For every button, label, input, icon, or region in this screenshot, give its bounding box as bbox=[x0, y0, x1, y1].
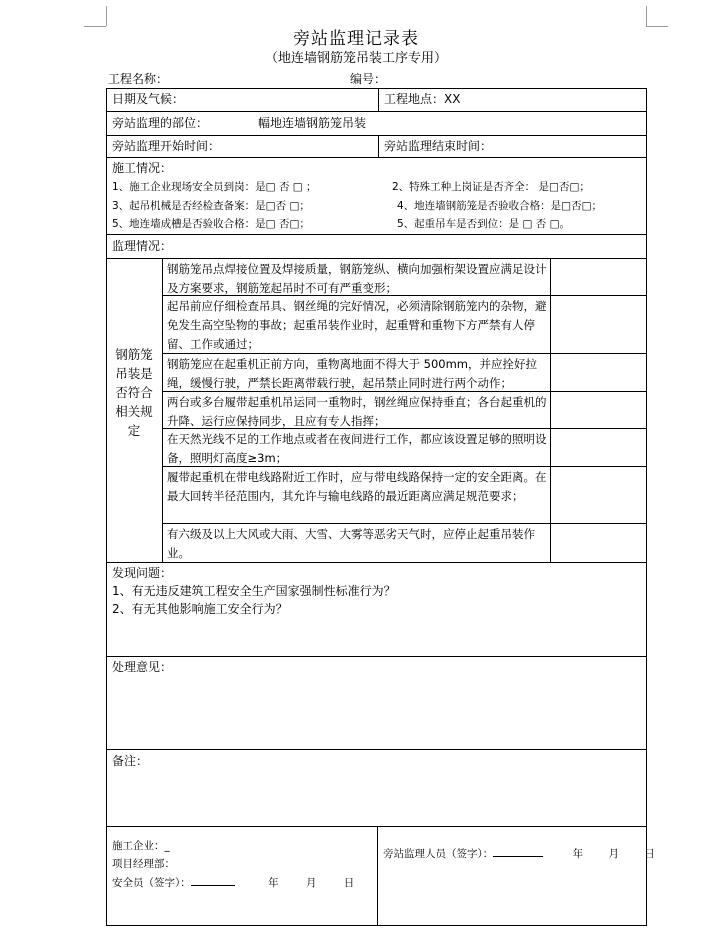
rule-item: 钢筋笼吊点焊接位置及焊接质量，钢筋笼纵、横向加强桁架设置应满足设计及方案要求，钢筋笼起吊时不可有严重变形； bbox=[167, 262, 547, 295]
table-rule bbox=[106, 111, 647, 112]
table-rule bbox=[162, 258, 163, 562]
serial-number-label: 编号： bbox=[350, 72, 387, 86]
table-rule bbox=[377, 826, 378, 926]
project-name-label: 工程名称： bbox=[108, 72, 169, 86]
crop-mark-top-right-h bbox=[646, 26, 668, 27]
supervised-part-label: 旁站监理的部位： bbox=[112, 116, 209, 130]
construction-item: 3、起吊机械是否经检查备案：是□否 □； bbox=[112, 200, 310, 212]
document-subtitle: （地连墙钢筋笼吊装工序专用） bbox=[264, 51, 447, 66]
rule-item: 有六级及以上大风或大雨、大雪、大雾等恶劣天气时，应停止起重吊装作业。 bbox=[167, 527, 535, 560]
compliance-side-label: 钢筋笼吊装是否符合相关规定 bbox=[115, 347, 153, 438]
construction-item: 5、地连墙成槽是否验收合格：是□ 否□； bbox=[112, 218, 310, 230]
problem-item: 1、有无违反建筑工程安全生产国家强制性标准行为？ bbox=[112, 584, 396, 598]
table-rule bbox=[550, 258, 551, 562]
construction-item: 2、特殊工种上岗证是否齐全： 是□否□； bbox=[392, 181, 590, 193]
supervisor-label: 旁站监理人员（签字）： bbox=[383, 848, 494, 860]
table-rule bbox=[106, 234, 647, 235]
table-rule bbox=[106, 258, 647, 259]
safety-officer-signature bbox=[112, 875, 354, 891]
rule-item: 在天然光线不足的工作地点或者在夜间进行工作，都应该设置足够的照明设备，照明灯高度≥3m； bbox=[167, 432, 547, 465]
table-rule bbox=[106, 749, 647, 750]
table-rule bbox=[106, 157, 647, 158]
end-time-label: 旁站监理结束时间： bbox=[384, 139, 493, 153]
start-time-label: 旁站监理开始时间： bbox=[112, 139, 221, 153]
table-rule bbox=[378, 88, 379, 111]
construction-item: 1、施工企业现场安全员到岗：是□ 否 □ ； bbox=[112, 181, 317, 193]
table-rule bbox=[378, 135, 379, 157]
day-label: 日 bbox=[644, 848, 655, 860]
company-label bbox=[112, 838, 170, 854]
safety-officer-label: 安全员（签字）： bbox=[112, 877, 191, 889]
rule-item: 两台或多台履带起重机吊运同一重物时，钢丝绳应保持垂直；各台起重机的升降、运行应保持同步，且应有专人指挥； bbox=[167, 395, 547, 428]
company-value: _ bbox=[164, 840, 170, 852]
construction-item: 4、地连墙钢筋笼是否验收合格：是□否□； bbox=[397, 200, 603, 212]
company-label-text: 施工企业： bbox=[112, 840, 165, 852]
crop-mark-top-left-v bbox=[106, 6, 107, 26]
supervision-heading: 监理情况： bbox=[112, 239, 173, 253]
rule-item: 起吊前应仔细检查吊具、钢丝绳的完好情况，必须清除钢筋笼内的杂物，避免发生高空坠物的事故；起重吊装作业时，起重臂和重物下方严禁有人停留、工作或通过； bbox=[167, 299, 547, 351]
signature-line bbox=[493, 846, 543, 857]
crop-mark-top-left-h bbox=[84, 26, 106, 27]
table-rule bbox=[106, 135, 647, 136]
year-label: 年 bbox=[572, 848, 584, 860]
rule-item: 履带起重机在带电线路附近工作时，应与带电线路保持一定的安全距离。在最大回转半径范围内，其允许与输电线路的最近距离应满足规范要求； bbox=[167, 470, 547, 503]
year-label: 年 bbox=[268, 877, 279, 889]
day-label: 日 bbox=[343, 877, 355, 889]
problem-item: 2、有无其他影响施工安全行为？ bbox=[112, 602, 288, 616]
month-label: 月 bbox=[305, 877, 317, 889]
project-location-label: 工程地点：XX bbox=[384, 92, 461, 106]
supervised-part-value: 幅地连墙钢筋笼吊装 bbox=[258, 116, 367, 130]
rule-item: 钢筋笼应在起重机正前方向，重物离地面不得大于 500mm，并应拴好拉绳，缓慢行驶，严禁长距离带载行驶，起吊禁止同时进行两个动作； bbox=[167, 357, 538, 390]
date-weather-label: 日期及气候： bbox=[112, 92, 185, 106]
opinion-heading: 处理意见： bbox=[112, 660, 173, 674]
crop-mark-top-right-v bbox=[646, 6, 647, 26]
construction-heading: 施工情况： bbox=[112, 161, 173, 175]
construction-item: 5、起重吊车是否到位：是 □ 否 □。 bbox=[397, 218, 571, 230]
signature-line bbox=[191, 875, 235, 886]
problems-heading: 发现问题： bbox=[112, 566, 173, 580]
table-rule bbox=[162, 523, 647, 524]
table-rule bbox=[106, 656, 647, 657]
document-title: 旁站监理记录表 bbox=[293, 29, 419, 49]
supervisor-signature bbox=[383, 846, 655, 862]
month-label: 月 bbox=[608, 848, 619, 860]
project-manager-label: 项目经理部： bbox=[112, 858, 175, 870]
remarks-heading: 备注： bbox=[112, 754, 149, 768]
